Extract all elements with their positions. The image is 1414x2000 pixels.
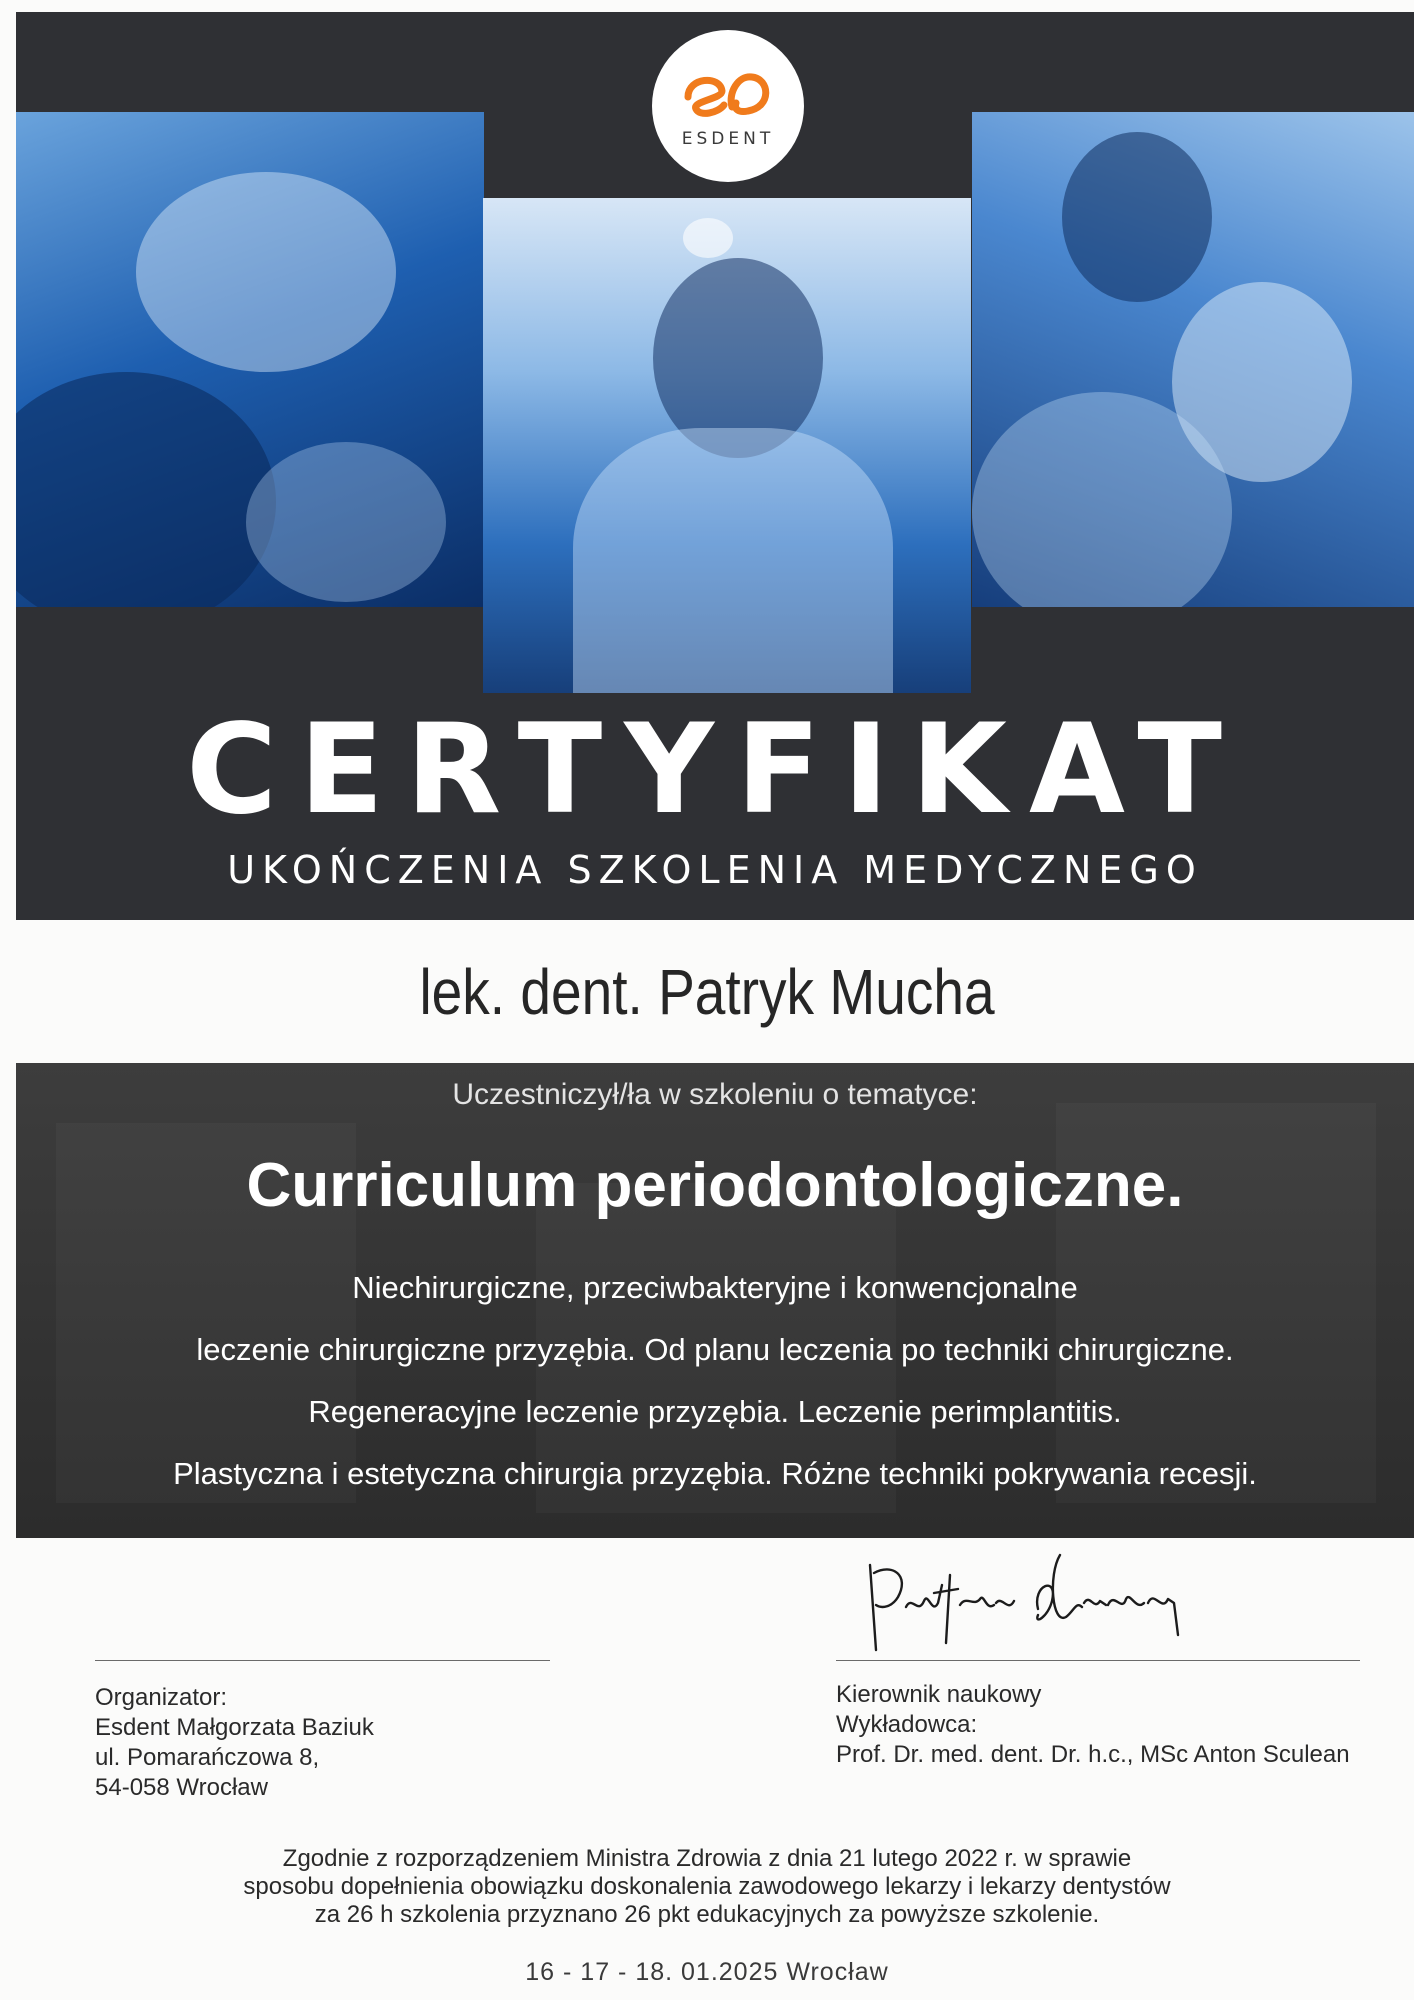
organizer-line: Esdent Małgorzata Baziuk xyxy=(95,1714,374,1741)
photo-lecturer xyxy=(483,198,971,693)
course-date-location: 16 - 17 - 18. 01.2025 Wrocław xyxy=(525,1958,889,1986)
esdent-logo xyxy=(652,30,804,182)
course-description-line: Niechirurgiczne, przeciwbakteryjne i konwencjonalne xyxy=(352,1270,1078,1305)
legal-note xyxy=(0,1845,1414,1929)
certificate-subtitle: UKOŃCZENIA SZKOLENIA MEDYCZNEGO xyxy=(227,848,1203,892)
organizer-line: ul. Pomarańczowa 8, xyxy=(95,1744,320,1771)
course-description-line: Regeneracyjne leczenie przyzębia. Leczenie perimplantitis. xyxy=(308,1394,1122,1429)
lecturer-signature xyxy=(862,1545,1222,1665)
organizer-line: 54-058 Wrocław xyxy=(95,1774,268,1801)
legal-line: za 26 h szkolenia przyznano 26 pkt edukacyjnych za powyższe szkolenie. xyxy=(314,1901,1100,1928)
course-description-line: Plastyczna i estetyczna chirurgia przyzębia. Różne techniki pokrywania recesji. xyxy=(173,1456,1257,1491)
esdent-logo-mark xyxy=(678,63,778,123)
organizer-line: Organizator: xyxy=(95,1684,228,1711)
recipient-name: lek. dent. Patryk Mucha xyxy=(419,956,995,1028)
certificate-title: CERTYFIKAT xyxy=(186,698,1244,842)
lecturer-line: Wykładowca: xyxy=(836,1711,978,1738)
participation-statement: Uczestniczył/ła w szkoleniu o tematyce: xyxy=(452,1078,978,1111)
photo-surgery-hands xyxy=(16,112,484,607)
organizer-block xyxy=(95,1683,374,1803)
lecturer-line: Prof. Dr. med. dent. Dr. h.c., MSc Anton Sculean xyxy=(836,1741,1350,1768)
organizer-signature-line xyxy=(95,1660,550,1661)
course-title: Curriculum periodontologiczne. xyxy=(246,1151,1184,1220)
lecturer-line: Kierownik naukowy xyxy=(836,1681,1042,1708)
lecturer-block xyxy=(836,1680,1350,1770)
logo-wordmark: ESDENT xyxy=(681,129,775,149)
legal-line: sposobu dopełnienia obowiązku doskonalenia zawodowego lekarzy i lekarzy dentystów xyxy=(243,1873,1171,1900)
photo-workshop xyxy=(972,112,1414,607)
course-description-line: leczenie chirurgiczne przyzębia. Od planu leczenia po techniki chirurgiczne. xyxy=(196,1332,1234,1367)
legal-line: Zgodnie z rozporządzeniem Ministra Zdrowia z dnia 21 lutego 2022 r. w sprawie xyxy=(282,1845,1132,1872)
